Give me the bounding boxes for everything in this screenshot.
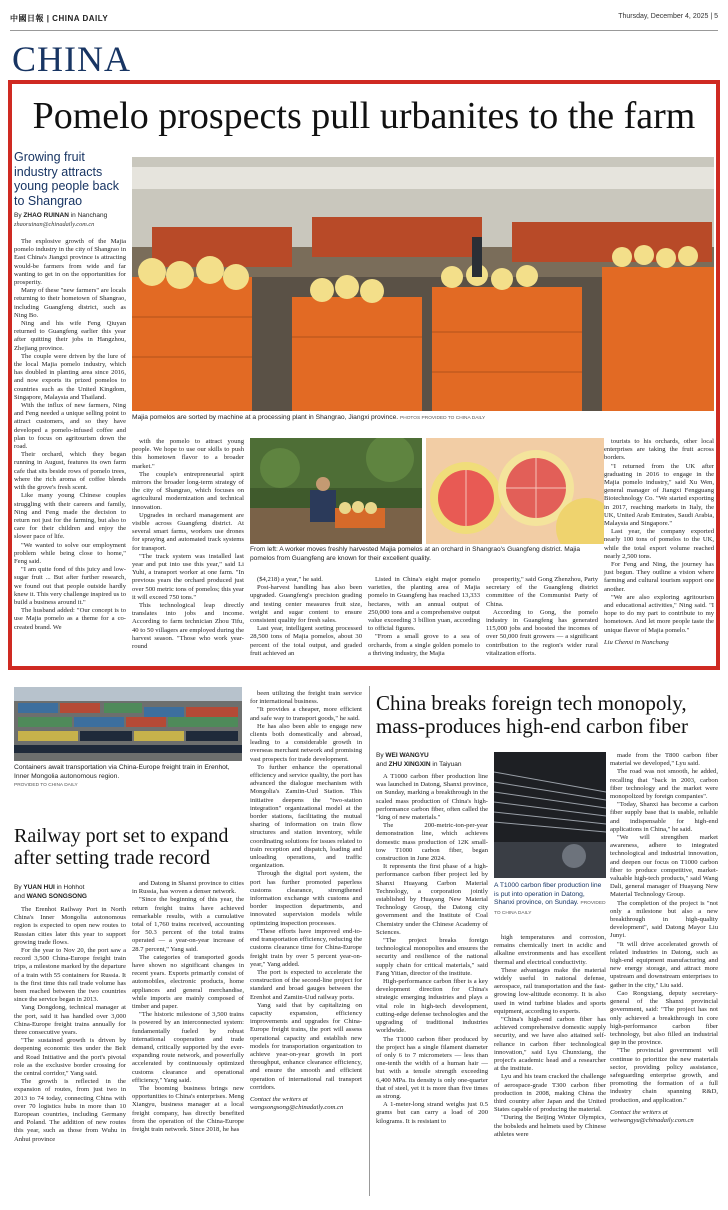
paragraph: "The historic milestone of 3,500 trains is powered by an interconnected system: fundamentally fueled by robust international cooperation and trade demand, critically supported by the ever-expanding route network, and powerfully accelerated by continuously optimized customs clearance and operational efficiency," Yang said. (132, 1011, 244, 1084)
railway-column-3 (250, 690, 362, 1112)
paragraph: Listed in China's eight major pomelo varieties, the planting area of Majia pomelo in Guangfeng has reached 13,333 hectares, with an annual output of 250,000 tons and a comprehensive output value exceeding 3 billion yuan, according to official figures. (368, 576, 480, 633)
paragraph: Last year, intelligent sorting processed 28,500 tons of Majia pomelos, about 30 percent of the total output, and graded fruit achieved an (250, 625, 362, 657)
paragraph: been utilizing the freight train service for international business. (250, 690, 362, 706)
paragraph: For the year to Nov 20, the port saw a record 3,500 China-Europe freight train trips, a milestone marked by the departure of a train with 55 containers for Russia. It is the first time this rail trade volume has been reached between the two countries since the service began in 2013. (14, 947, 126, 1004)
railway-column-2 (132, 880, 244, 1134)
paragraph: It represents the first phase of a high-performance carbon fiber project led by Shanxi Huayang Carbon Material Technology, a corporation jointly established by Huayang New Material Technology Group, the Datong city government and the Institute of Coal Chemistry under the Chinese Academy of Sciences. (376, 863, 488, 936)
paragraph: He has also been able to engage new clients both domestically and abroad, leading to a considerable growth in overseas merchant network and promising vast prospects for trade development. (250, 722, 362, 763)
paragraph: Yang Dongdong, technical manager at the port, said it has handled over 3,000 China-Europe freight trains annually for three consecutive years. (14, 1004, 126, 1037)
carbon-column-2 (494, 934, 606, 1139)
paragraph: ($4,218) a year," he said. (257, 576, 323, 583)
lead-column-6 (604, 438, 714, 647)
paragraph: with the pomelo to attract young people. We hope to use our skills to push this hometown flavor to a broader market." (132, 438, 244, 470)
paragraph: Post-harvest handling has also been upgraded. Guangfeng's precision grading and testing center measures fruit size, weight and sugar content to ensure consistent quality for fresh sales. (250, 584, 362, 625)
carbon-column-3 (610, 752, 718, 1125)
lead-byline-block (14, 212, 126, 234)
cut-pomelo-photo (426, 438, 604, 544)
paragraph: "Today, Shanxi has become a carbon fiber supply base that is usable, reliable and indispensable for high-end applications in China," he said. (610, 801, 718, 833)
carbon-byline: By WEI WANGYU and ZHU XINGXIN in Taiyuan (376, 752, 462, 768)
section-title: CHINA (12, 39, 131, 79)
paragraph: prosperity," said Gong Zhenzhou, Party secretary of the Guangfeng district committee of the Communist Party of China. (486, 576, 598, 608)
paragraph: According to Gong, the pomelo industry in Guangfeng has generated 115,000 jobs and boosted the incomes of over 50,000 fruit growers — a significant contribution to the region's wider rural vitalization efforts. (486, 608, 598, 657)
paragraph: Ning and his wife Feng Qiuyan returned to Guangfeng earlier this year after quitting their jobs in Hangzhou, Zhejiang province. (14, 320, 126, 352)
paragraph: "The provincial government will continue to prioritize the new materials sector, providing policy assistance, safeguarding enterprise growth, and promoting the formation of a full industry chain spanning R&D, production, and application." (610, 1047, 718, 1104)
paragraph: These advantages make the material widely useful in national defense, aerospace, rail transportation and the fast-growing low-altitude economy. It is also used in wind turbine blades and sports equipment, according to experts. (494, 966, 606, 1015)
carbon-photo-caption: A T1000 carbon fiber production line is put into operation in Datong, Shanxi province, on Sunday. PROVIDED TO CHINA DAILY (494, 882, 606, 916)
paragraph: The couple's entrepreneurial spirit mirrors the broader long-term strategy of the city of Shangrao, which focuses on agricultural modernization and technical innovation. (132, 470, 244, 511)
pomelo-sorting-photo (132, 157, 714, 411)
paragraph: Cao Rongxiang, deputy secretary-general of the Shanxi provincial government, said: "The project has not only achieved a breakthrough in core high-performance carbon fiber technology, but also filled an industrial gap in the province. (610, 989, 718, 1047)
paragraph: Upgrades in orchard management are visible across Guangfeng district. At several smart farms, workers use drones for spraying and automated track systems for transport. (132, 511, 244, 552)
lead-column-3 (250, 576, 362, 658)
paragraph: The booming business brings new opportunities to China's enterprises. Meng Xiangyu, business manager at a local freight company, has directly benefited from the operation of the China-Europe freight train network. Since 2018, he has (132, 1085, 244, 1134)
paragraph: "I returned from the UK after graduating in 2016 to engage in the Majia pomelo industry," said Xu Wen, general manager of Jiangxi Fengguang Biotechnology Co. "We started exporting in 2017, reaching markets in Italy, the UK, United Arab Emirates, Saudi Arabia, Malaysia and Singapore." (604, 462, 714, 528)
paragraph: A 1-meter-long strand weighs just 0.5 grams but can carry a load of 200 kilograms. It is resistant to (376, 1101, 488, 1125)
paragraph: "The track system was installed last year and put into use this year," said Li Yuhi, a transport worker at one farm. "In previous years the orchard produced just over 500 metric tons of pomelos; this year it will exceed 750 tons." (132, 552, 244, 601)
lead-column-1 (14, 238, 126, 632)
paragraph: "The sustained growth is driven by deepening economic ties under the Belt and Road Initiative and the port's pivotal role as the exclusive border crossing for the central corridor," Yang said. (14, 1037, 126, 1078)
carbon-fiber-headline: China breaks foreign tech monopoly, mass-produces high-end carbon fiber (376, 691, 688, 738)
paragraph: and Datong in Shanxi province to cities in Russia, has woven a denser network. (132, 880, 244, 896)
paragraph: To further enhance the operational efficiency and service quality, the port has advanced the dialogue mechanism with Mongolia's Zamiin-Uud Station. This initiative deepens the "two-station integration" organizational model at the border stations, facilitating the mutual sharing of information on train flow structures and station inventory, while coordinating solutions for issues related to train reception and dispatch, loading and unloading operations, and traffic organization. (250, 763, 362, 870)
paragraph: For Feng and Ning, the journey has just begun. They outline a vision where farming and cultural tourism support one another. (604, 561, 714, 593)
paragraph: The growth is reflected in the expansion of routes, from just two in 2013 to 74 today, connecting China with over 70 logistics hubs in more than 10 European countries, including Germany and Poland. The addition of new routes this year, such as those from Wuhu in Anhui province (14, 1078, 126, 1143)
byline: By ZHAO RUINAN in Nanchang (14, 212, 108, 219)
masthead (10, 5, 718, 31)
railway-headline: Railway port set to expand after setting trade record (14, 825, 229, 869)
lead-deck: Growing fruit industry attracts young people back to Shangrao (14, 150, 119, 208)
paragraph: The categories of transported goods have shown no significant changes in recent years. Exports primarily consist of automobiles, electronic products, home appliances and general merchandise, while imports are mainly composed of timber and paper. (132, 953, 244, 1011)
paragraph: made from the T800 carbon fiber material we developed," Lyu said. (610, 752, 718, 768)
paragraph: "We are also exploring agritourism and educational activities," Ning said. "I hope to do my part to contribute to my hometown. And let more people taste the unique flavor of Majia pomelo." (604, 593, 714, 634)
railway-byline: By YUAN HUI in Hohhot and WANG SONGSONG (14, 884, 87, 900)
freight-containers-photo (14, 687, 242, 761)
paragraph: Lyu and his team cracked the challenge of aerospace-grade T300 carbon fiber production in 2008, making China the third country after Japan and the United States capable of producing the material. (494, 1073, 606, 1114)
paragraph: Yang said that by capitalizing on capacity expansion, efficiency improvements and upgrades for China-Europe freight trains, the port will assess operational capacity and establish new models for transportation organization to achieve year-on-year growth in port throughput, enhance clearance efficiency, and ensure the smooth and efficient operation of international rail transport corridors. (250, 1001, 362, 1091)
paragraph: The husband added: "Our concept is to use Majia pomelo as a theme for a co-created brand. We (14, 607, 126, 631)
lead-column-4 (368, 576, 480, 658)
orchard-worker-photo (250, 438, 422, 544)
paragraph: "We wanted to solve our employment problem while being close to home," Feng said. (14, 541, 126, 565)
carbon-column-1 (376, 773, 488, 1126)
author-email: zhaoruinan@chinadaily.com.cn (14, 221, 95, 228)
paragraph: The 200-metric-ton-per-year demonstration line, which achieves domestic mass production of 12K small-tow T1000 carbon fiber, began construction in June 2024. (376, 822, 488, 863)
contact-writers: Contact the writers at wangsongsong@chinadaily.com.cn (250, 1095, 344, 1112)
paragraph: high temperatures and corrosion, remains chemically inert in acidic and alkaline environments and has excellent thermal and electrical conductivity. (494, 934, 606, 966)
paragraph: With the influx of new farmers, Ning and Feng needed a unique selling point to attract customers, and so they have developed a pomelo-infused coffee and plan to focus on agritourism down the road. (14, 402, 126, 451)
paragraph: "From a small grove to a sea of orchards, from a single golden pomelo to a thriving industry, the Majia (368, 633, 480, 657)
contributor-note: Liu Chenxi in Nanchang (604, 638, 669, 646)
paragraph: The explosive growth of the Majia pomelo industry in the city of Shangrao in East China's Jiangxi province is attracting would-be farmers from wide and far wanting to get in on the opportunities for prosperity. (14, 238, 126, 287)
freight-photo-caption: Containers await transportation via China-Europe freight train in Erenhot, Inner Mongolia autonomous region. PROVIDED TO CHINA DAILY (14, 764, 230, 788)
paragraph: The T1000 carbon fiber produced by the project has a single filament diameter of only 6 to 7 micrometers — less than one-tenth the width of a human hair — but with a tensile strength exceeding 6,400 MPa. Its density is only one-quarter that of steel, yet it is more than five times as strong. (376, 1035, 488, 1100)
pomelo-photo-caption: Majia pomelos are sorted by machine at a processing plant in Shangrao, Jiangxi province. PHOTOS PROVIDED TO CHINA DAILY (132, 414, 486, 421)
lead-headline: Pomelo prospects pull urbanites to the farm (32, 95, 696, 137)
lead-column-5 (486, 576, 598, 658)
orchard-photo-caption: From left: A worker moves freshly harvested Majia pomelos at an orchard in Shangrao's Guangfeng district. Majia pomelos from Guangfeng are known for their excellent quality. (250, 546, 580, 562)
paragraph: Their orchard, which they began running in August, features its own farm cafe that sits beside rows of pomelo trees, where the rich aroma of coffee blends with the grove's fresh scent. (14, 451, 126, 492)
contact-writers: Contact the writers at weiwangyu@chinadaily.com.cn (610, 1108, 694, 1124)
paragraph: "China's high-end carbon fiber has achieved comprehensive domestic supply security, and we have also attained self-reliance in carbon fiber technological innovation," said Lyu Chunxiang, the project's academic head and a researcher at the institute. (494, 1016, 606, 1073)
paragraph: This technological leap directly translates into jobs and income. According to farm technician Zhou Tifu, 40 to 50 villagers are employed during the harvest season. "Those who work year-round (132, 602, 244, 651)
paragraph: Last year, the company exported nearly 100 tons of pomelos to the UK, while the total export volume reached nearly 2,500 tons. (604, 528, 714, 560)
lead-column-2 (132, 438, 244, 651)
paragraph: tourists to his orchards, other local enterprises are taking the fruit across borders. (604, 438, 714, 462)
paragraph: "It provides a cheaper, more efficient and safe way to transport goods," he said. (250, 706, 362, 722)
paragraph: "I am quite fond of this juicy and low-sugar fruit ... But after further research, we found out that people outside hardly knew it. This very challenge inspired us to build a business around it." (14, 566, 126, 606)
paragraph: Through the digital port system, the port has further promoted paperless customs clearance, strengthened information exchange with customs and border inspection departments, and innovated supervision models while optimizing inspection processes. (250, 870, 362, 927)
paragraph: "We will strengthen market awareness, adhere to integrated technological and industrial innovation, and deepen our focus on T1000 carbon fiber to produce competitive, market-valuable high-tech products," said Wang Dali, general manager of Huayang New Material Technology Group. (610, 834, 718, 899)
paragraph: The couple were driven by the lure of the local Majia pomelo industry, which has doubled in planting area since 2016, and now exports its prized pomelos to countries such as the United Kingdom, Singapore, Malaysia and Thailand. (14, 352, 126, 401)
carbon-fiber-line-photo (494, 752, 606, 878)
paragraph: Many of these "new farmers" are locals returning to their hometown of Shangrao, including Guangfeng district, such as Ning Bo. (14, 287, 126, 319)
paragraph: The port is expected to accelerate the construction of the second-line project for standard and broad gauges between the Erenhot and Zamiin-Uud railway ports. (250, 968, 362, 1001)
paragraph: "During the Beijing Winter Olympics, the bobsleds and helmets used by Chinese athletes were (494, 1114, 606, 1138)
page-dateline: Thursday, December 4, 2025 | 5 (618, 13, 718, 20)
paragraph: Like many young Chinese couples struggling with their careers and family, Ning and Feng made the decision to return not just for the farming, but also to care for their children and enjoy the slower pace of life. (14, 492, 126, 541)
paragraph: "It will drive accelerated growth of related industries in Datong, such as high-end equipment manufacturing and new energy storage, and attract more upstream and downstream enterprises to gather in the city," Liu said. (610, 940, 718, 989)
newspaper-logo: 中國日報 | CHINA DAILY (10, 14, 109, 23)
paragraph: The Erenhot Railway Port in North China's Inner Mongolia autonomous region is expected to open new routes to Russian cities later this year to support growing trade flows. (14, 906, 126, 946)
paragraph: The completion of the project is "not only a milestone but also a new breakthrough in high-quality development", said Datong Mayor Liu Junyi. (610, 899, 718, 940)
paragraph: "The project breaks foreign technological monopolies and ensures the security and resilience of the national supply chain for critical materials," said Fang Yitian, director of the institute. (376, 937, 488, 977)
paragraph: "These efforts have improved end-to-end transportation efficiency, reducing the customs clearance time for China-Europe freight train by over 5 percent year-on-year," Yang added. (250, 927, 362, 968)
column-divider (369, 686, 370, 1196)
railway-column-1 (14, 906, 126, 1144)
paragraph: A T1000 carbon fiber production line was launched in Datong, Shanxi province, on Sunday, marking a breakthrough in the scaled mass production of China's high-performance carbon fiber, often called the "king of new materials." (376, 773, 488, 822)
paragraph: High-performance carbon fiber is a key development direction for China's strategic emerging industries and plays a vital role in high-tech development, cutting-edge defense technologies and the upgrading of traditional industries worldwide. (376, 978, 488, 1035)
paragraph: "Since the beginning of this year, the return freight trains have achieved remarkable results, with a cumulative total of 1,760 trains received, accounting for 50.3 percent of the total trains operated — a year-on-year increase of 28.7 percent," Yang said. (132, 896, 244, 953)
paragraph: The road was not smooth, he added, recalling that "back in 2003, carbon fiber technology and the market were monopolized by foreign companies". (610, 768, 718, 801)
